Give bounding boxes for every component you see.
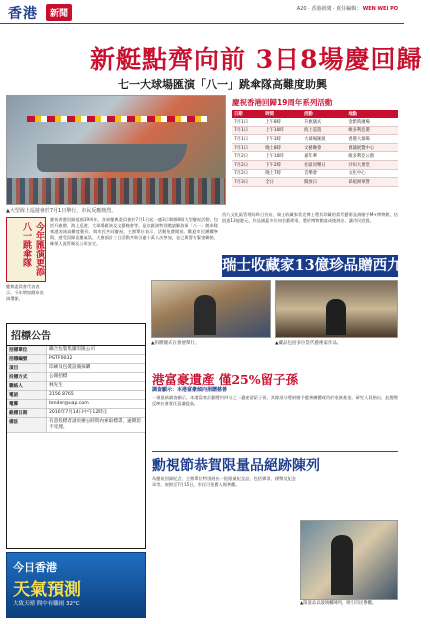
table-cell: 晚上7時 [263,169,302,178]
classified-key: 電話 [7,391,47,399]
classified-value: 印刷及包裝設備採購 [49,365,91,370]
schedule-table-header-row [232,110,398,118]
schedule-table [232,110,398,187]
table-row [232,152,398,161]
flag-row [27,116,207,122]
classified-row [7,346,145,355]
table-cell: 會議展覽中心 [346,143,398,152]
schedule-header-cell: 地點 [346,110,398,118]
sidebar-title-box [6,217,46,282]
classified-row [7,391,145,400]
classified-value: tender@uap.com [49,401,89,406]
person-shape [326,299,346,335]
table-row [232,160,398,169]
lead-headline: 新艇點齊向前 3日8場慶回歸 [90,45,423,74]
table-cell: 上午8時 [263,118,302,126]
classified-key: 投標方式 [7,373,47,381]
table-cell: 文藝晚會 [302,143,346,152]
schedule-table-title: 慶祝香港回歸19周年系列活動 [232,98,333,107]
table-cell: 昂船洲軍營 [346,178,398,187]
table-cell: 開放日 [302,178,346,187]
table-row [232,178,398,187]
table-cell: 下午2時 [263,160,302,169]
table-cell: 上午10時 [263,126,302,135]
table-cell: 晚上8時 [263,143,302,152]
story4-body: 為慶祝回歸紀念，主辦單位特別展出一批限量紀念品，包括郵票、錢幣及紀念章等，展期至7月15日。市民可免費入場參觀。 [152,476,296,488]
story3-headline: 港富豪遺產 僅25%留子孫 [152,372,299,387]
table-cell: 維多利亞公園 [346,152,398,161]
story2-photo-1 [151,280,271,338]
table-cell: 7月2日 [232,160,263,169]
divider [152,451,398,452]
table-cell: 大球場匯演 [302,135,346,144]
classified-key: 聯絡人 [7,382,47,390]
table-cell: 升旗儀式 [302,118,346,126]
table-cell: 7月2日 [232,169,263,178]
story2-photos [151,280,398,355]
story2-body: 西九文化區管理局昨日宣布，瑞士收藏家希克博士將其珍藏的當代藝術品捐贈予M+博物館，估值達13億港元。作品涵蓋多位知名藝術家，將於博物館落成後展出，讓市民欣賞。 [222,212,398,224]
table-cell: 下午3時 [263,135,302,144]
page-info: A20 · 香港新聞 · 責任編輯： [296,6,362,12]
table-row [232,135,398,144]
schedule-header-cell: 時間 [263,110,302,118]
classified-value: 有意投標者請於辦公時間內索取標書，逾期恕不受理。 [49,419,141,430]
table-cell: 全日 [263,178,302,187]
schedule-table-block [232,97,398,205]
table-cell: 7月2日 [232,152,263,161]
crowd-shape [7,178,225,204]
lead-photo [6,95,226,205]
story2-headline: 瑞士收藏家13億珍品贈西九M+ [222,255,398,277]
masthead-brand: 香港 [8,6,38,22]
table-cell: 7月1日 [232,118,263,126]
story3-subhead: 調查顯示：本港富豪傾向捐贈慈善 [152,387,228,393]
lead-subhead: 七一大球場匯演「八一」跳傘隊高難度助興 [118,78,327,91]
classified-row [7,364,145,373]
classified-ad [6,323,146,549]
classified-row [7,418,145,433]
classified-value: 2016年7月14日中午12時正 [49,410,108,415]
classified-key: 截標日期 [7,409,47,417]
person-shape [194,295,216,335]
sidebar-vertical-title: 今年匯演更添八一跳傘隊 [21,222,44,276]
classified-row [7,373,145,382]
table-row [232,118,398,126]
classified-value: 林先生 [49,383,63,388]
table-row [232,143,398,152]
story4-photo-caption: ▲限量品以玻璃櫃陳列，吸引市民參觀。 [300,601,377,606]
table-cell: 7月1日 [232,126,263,135]
classified-row [7,355,145,364]
sidebar-body: 慶典委員會代表表示，今年增加跳傘表演環節。 [6,284,44,302]
table-cell: 7月1日 [232,143,263,152]
weather-promo[interactable] [6,552,146,618]
table-cell: 7月1日 [232,135,263,144]
table-cell: 7月3日 [232,178,263,187]
schedule-header-cell: 活動 [302,110,346,118]
classified-value: 公開招標 [49,374,68,379]
story4-headline: 勳視節恭賀限量品絕跡陳列 [152,458,320,474]
classified-key: 招標單位 [7,346,47,354]
lead-body: 慶祝香港回歸祖國19周年，各界慶典委員會於7月1日起一連3日舉辦8場大型慶祝活動，包括升旗禮、海上巡遊、大球場匯演及文藝晚會等。是次匯演特別邀請解放軍「八一」跳傘隊來港表演高難度動作，與市民共同慶祝。主辦單位表示，活動免費開放，歡迎市民踴躍參與，感受回歸喜慶氣氛。大會預計三日活動共吸引逾十萬人次參加，並已與警方緊密聯絡，確保人流管制及公眾安全。 [50,217,218,247]
classified-value: PGTF0032 [49,356,73,361]
table-cell: 維多利亞港 [346,126,398,135]
ship-shape [37,144,187,172]
table-cell: 音樂會 [302,169,346,178]
classified-title: 招標公告 [7,324,145,346]
classified-row [7,400,145,409]
classified-value: 2156 8765 [49,392,74,397]
classified-key: 電郵 [7,400,47,408]
classified-row [7,409,145,418]
section-badge: 新聞 [46,4,72,21]
table-cell: 金紫荊廣場 [346,118,398,126]
person-shape [331,535,353,595]
classified-key: 項目 [7,364,47,372]
table-cell: 香港大球場 [346,135,398,144]
story3-body: 一項最新調查顯示，本港富豪計劃將約四分之一遺產留給子孫，其餘部分將捐贈予慈善團體或用於家族基金。研究人員指出，此趨勢反映社會責任意識提高。 [152,395,398,407]
classified-key: 備註 [7,418,47,432]
table-cell: 上午10時 [263,152,302,161]
schedule-header-cell: 日期 [232,110,263,118]
story4-photo [300,520,398,600]
table-cell: 海上巡遊 [302,126,346,135]
promo-line-3: 大致天晴 間中有驟雨 32°C [13,601,80,607]
table-cell: 嘉年華 [302,152,346,161]
masthead-meta [297,5,398,12]
table-cell: 社區同樂日 [302,160,346,169]
story2-photo-2 [275,280,398,338]
lead-photo-caption: ▲大型海上巡遊會於7月1日舉行，市民反應熱烈。 [6,208,117,214]
classified-key: 招標編號 [7,355,47,363]
paper-name: WEN WEI PO [362,6,398,12]
table-cell: 沙田大會堂 [346,160,398,169]
masthead [0,0,404,24]
classified-value: 聯合包裝集團有限公司 [49,347,95,352]
table-row [232,126,398,135]
story2-photo-1-caption: ▲捐贈儀式在會展舉行。 [151,341,200,346]
table-cell: 文化中心 [346,169,398,178]
promo-line-1: 今日香港 [13,561,57,574]
story2-photo-2-caption: ▲藏品包括多位當代藝術家作品。 [275,341,342,346]
table-row [232,169,398,178]
classified-row [7,382,145,391]
promo-line-2: 天氣預測 [13,580,81,600]
